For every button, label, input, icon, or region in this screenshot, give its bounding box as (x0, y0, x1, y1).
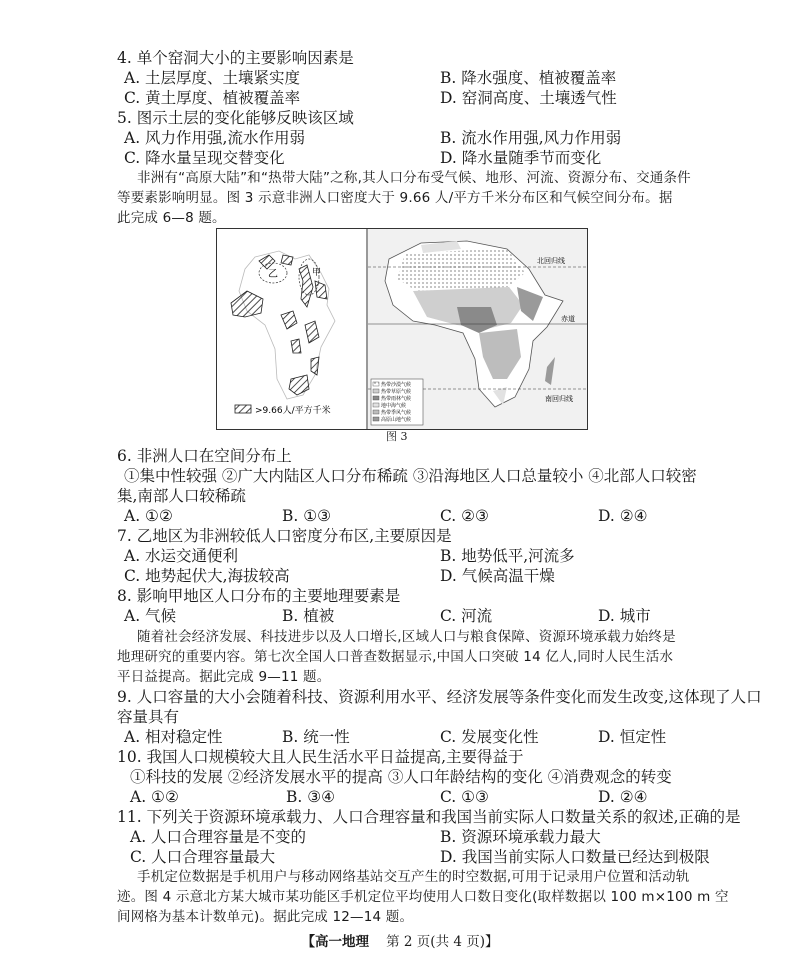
q4-option-c: C. 黄土厚度、植被覆盖率 (124, 89, 301, 107)
climate-legend-item-6: 高原山地气候 (381, 417, 412, 423)
question-10-stem: 10. 我国人口规模较大且人民生活水平日益提高,主要得益于 (117, 748, 524, 766)
question-8-stem: 8. 影响甲地区人口分布的主要地理要素是 (117, 587, 401, 605)
tropic-of-cancer-label: 北回归线 (537, 257, 565, 265)
climate-legend-item-3: 热带雨林气候 (381, 396, 412, 402)
q4-option-a: A. 土层厚度、土壤紧实度 (124, 69, 301, 87)
label-jia: 甲 (312, 268, 322, 278)
climate-legend (371, 379, 423, 425)
equator-label: 赤道 (561, 315, 575, 323)
q9-option-b: B. 统一性 (282, 728, 350, 746)
question-11-stem: 11. 下列关于资源环境承载力、人口合理容量和我国当前实际人口数量关系的叙述,正确的是 (117, 808, 741, 826)
q5-option-d: D. 降水量随季节而变化 (440, 149, 602, 167)
figure-3-caption: 图 3 (386, 430, 408, 443)
q6-option-b: B. ①③ (282, 507, 332, 525)
q4-option-b: B. 降水强度、植被覆盖率 (440, 69, 617, 87)
footer-page-number: 第 2 页(共 4 页)】 (386, 934, 499, 950)
passage-9-11-line-2: 地理研究的重要内容。第七次全国人口普查数据显示,中国人口突破 14 亿人,同时人民生活水 (117, 649, 674, 665)
q10-option-a: A. ①② (130, 788, 179, 806)
q11-option-a: A. 人口合理容量是不变的 (130, 828, 307, 846)
density-legend-label: >9.66人/平方千米 (255, 406, 331, 416)
climate-legend-item-4: 地中海气候 (381, 403, 407, 409)
passage-9-11-line-3: 平日益提高。据此完成 9—11 题。 (117, 669, 331, 685)
passage-12-14-line-2: 迹。图 4 示意北方某大城市某功能区手机定位平均使用人口数日变化(取样数据以 100 m×100 m 空 (117, 889, 729, 905)
passage-6-8-line-2: 等要素影响明显。图 3 示意非洲人口密度大于 9.66 人/平方千米分布区和气候空间分布。据 (117, 190, 673, 206)
q7-option-b: B. 地势低平,河流多 (440, 547, 575, 565)
question-5-stem: 5. 图示土层的变化能够反映该区域 (117, 109, 354, 127)
q6-statements-line-2: 集,南部人口较稀疏 (117, 487, 246, 505)
q4-option-d: D. 窑洞高度、土壤透气性 (440, 89, 617, 107)
q6-option-a: A. ①② (124, 507, 173, 525)
question-4-stem: 4. 单个窑洞大小的主要影响因素是 (117, 49, 354, 67)
passage-12-14-line-1: 手机定位数据是手机用户与移动网络基站交互产生的时空数据,可用于记录用户位置和活动轨 (137, 869, 690, 885)
label-yi: 乙 (268, 269, 278, 280)
q10-option-d: D. ②④ (598, 788, 648, 806)
passage-9-11-line-1: 随着社会经济发展、科技进步以及人口增长,区域人口与粮食保障、资源环境承载力始终是 (137, 629, 676, 645)
question-6-stem: 6. 非洲人口在空间分布上 (117, 447, 292, 465)
page-footer (0, 930, 800, 950)
q10-option-b: B. ③④ (286, 788, 336, 806)
q9-option-c: C. 发展变化性 (440, 728, 539, 746)
question-9-stem-line-2: 容量具有 (117, 708, 180, 726)
q8-option-d: D. 城市 (598, 607, 651, 625)
footer-subject: 【高一地理 (301, 934, 369, 950)
q8-option-b: B. 植被 (282, 607, 335, 625)
q8-option-c: C. 河流 (440, 607, 493, 625)
climate-legend-item-1: 热带沙漠气候 (381, 382, 412, 388)
q7-option-a: A. 水运交通便利 (124, 547, 239, 565)
q8-option-a: A. 气候 (124, 607, 177, 625)
q5-option-a: A. 风力作用强,流水作用弱 (124, 129, 305, 147)
climate-legend-item-2: 热带草原气候 (381, 389, 412, 395)
q10-option-c: C. ①③ (440, 788, 489, 806)
q9-option-d: D. 恒定性 (598, 728, 667, 746)
question-9-stem-line-1: 9. 人口容量的大小会随着科技、资源利用水平、经济发展等条件变化而发生改变,这体现了人口 (117, 688, 762, 706)
figure-3-maps (217, 229, 587, 429)
question-7-stem: 7. 乙地区为非洲较低人口密度分布区,主要原因是 (117, 527, 452, 545)
q7-option-c: C. 地势起伏大,海拔较高 (124, 567, 290, 585)
figure-3 (216, 228, 588, 430)
q6-option-c: C. ②③ (440, 507, 489, 525)
q6-option-d: D. ②④ (598, 507, 648, 525)
passage-6-8-line-1: 非洲有“高原大陆”和“热带大陆”之称,其人口分布受气候、地形、河流、资源分布、交通条件 (137, 170, 691, 186)
q11-option-b: B. 资源环境承载力最大 (440, 828, 601, 846)
q11-option-d: D. 我国当前实际人口数量已经达到极限 (440, 848, 710, 866)
climate-legend-item-5: 热带季风气候 (381, 410, 412, 416)
q11-option-c: C. 人口合理容量最大 (130, 848, 276, 866)
tropic-of-capricorn-label: 南回归线 (545, 395, 573, 403)
q9-option-a: A. 相对稳定性 (124, 728, 223, 746)
passage-6-8-line-3: 此完成 6—8 题。 (117, 210, 226, 226)
q10-statements: ①科技的发展 ②经济发展水平的提高 ③人口年龄结构的变化 ④消费观念的转变 (130, 768, 672, 786)
density-legend-swatch (235, 405, 251, 413)
q5-option-b: B. 流水作用强,风力作用弱 (440, 129, 622, 147)
q7-option-d: D. 气候高温干燥 (440, 567, 555, 585)
q5-option-c: C. 降水量呈现交替变化 (124, 149, 285, 167)
q6-statements-line-1: ①集中性较强 ②广大内陆区人口分布稀疏 ③沿海地区人口总量较小 ④北部人口较密 (124, 467, 697, 485)
passage-12-14-line-3: 间网格为基本计数单元)。据此完成 12—14 题。 (117, 909, 414, 925)
climate-map (368, 229, 587, 429)
population-density-map (231, 251, 335, 416)
